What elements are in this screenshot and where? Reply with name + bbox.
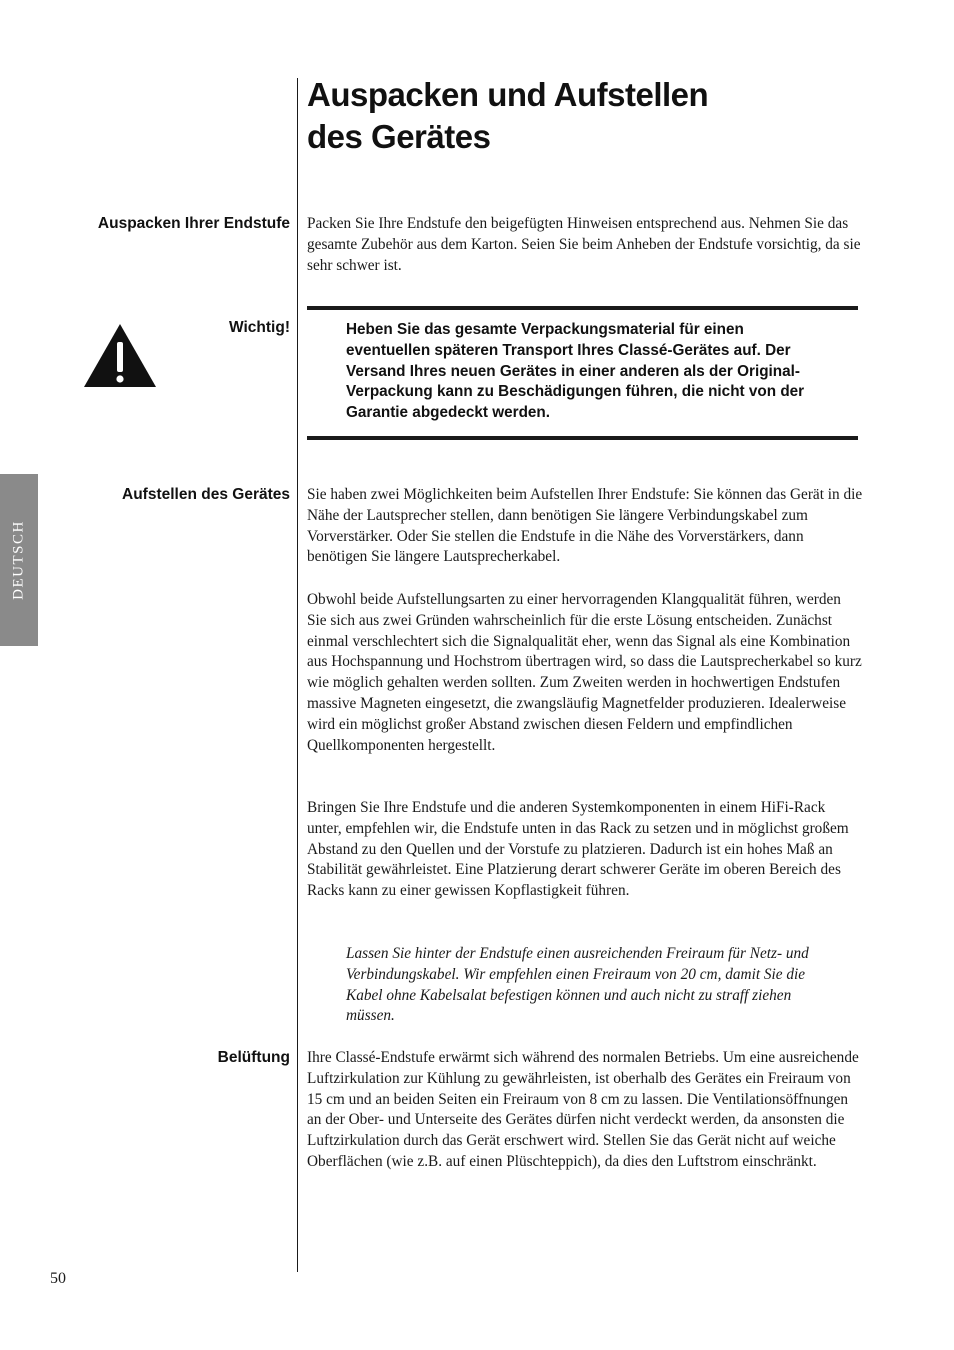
heading-important: Wichtig! <box>229 319 290 336</box>
page-number: 50 <box>50 1270 66 1287</box>
heading-ventilation: Belüftung <box>217 1049 290 1066</box>
warning-triangle-icon <box>82 322 158 389</box>
unpack-text: Packen Sie Ihre Endstufe den beigefügten Hinweisen entsprechend aus. Nehmen Sie das gesamte Zubehör aus dem Karton. Seien Sie beim Anheben der Endstufe vorsichtig, da sie sehr schwer ist. <box>307 215 861 274</box>
setup-paragraph-1: Sie haben zwei Möglichkeiten beim Aufstellen Ihrer Endstufe: Sie können das Gerät in die Nähe der Lautsprecher stellen, dann benötigen Sie längere Verbindungskabel zum Vorverstärker. Oder Sie stellen die Endstufe in die Nähe des Vorverstärkers, dann benötigen Sie längere Lautsprecherkabel. <box>307 486 863 566</box>
important-text: Heben Sie das gesamte Verpackungsmaterial für einen eventuellen späteren Transport Ihres Classé-Gerätes auf. Der Versand Ihres neuen Gerätes in einer anderen als der Original-Verpackung kann zu Beschädigungen führen, die nicht von der Garantie abgedeckt werden. <box>346 321 805 422</box>
setup-paragraph-3: Bringen Sie Ihre Endstufe und die anderen Systemkomponenten in einem HiFi-Rack unter, empfehlen wir, die Endstufe unten in das Rack zu setzen und in möglichst großem Abstand zu den Quellen und der Vorstufe zu platzieren. Dadurch ist ein hohes Maß an Stabilität gewährleistet. Eine Platzierung derart schwerer Geräte im oberen Bereich des Racks kann zu einer gewissen Kopflastigkeit führen. <box>307 799 849 900</box>
heading-unpack: Auspacken Ihrer Endstufe <box>97 215 290 232</box>
title-line-1: Auspacken und Aufstellen <box>307 76 709 113</box>
heading-setup: Aufstellen des Gerätes <box>122 486 290 503</box>
language-tab <box>0 474 38 646</box>
setup-note: Lassen Sie hinter der Endstufe einen ausreichenden Freiraum für Netz- und Verbindungskabel. Wir empfehlen einen Freiraum von 20 cm, damit Sie die Kabel ohne Kabelsalat befestigen können und auch nicht zu straff ziehen müssen. <box>346 945 809 1025</box>
setup-paragraph-2: Obwohl beide Aufstellungsarten zu einer hervorragenden Klangqualität führen, werden Sie sich aus zwei Gründen wahrscheinlich für die erste Lösung entscheiden. Zunächst einmal verschlechtert sich die Signalqualität eher, wenn das Signal als eine Kombination aus Hochspannung und Hochstrom übertragen wird, so dass die Lautsprecherkabel so kurz wie möglich gehalten werden sollten. Zum Zweiten werden in hochwertigen Endstufen massive Magneten eingesetzt, die zwangsläufig Magnetfelder produzieren. Idealerweise wird ein möglichst großer Abstand zwischen diesen Feldern und empfindlichen Quellkomponenten hergestellt. <box>307 591 862 754</box>
ventilation-text: Ihre Classé-Endstufe erwärmt sich während des normalen Betriebs. Um eine ausreichende Luftzirkulation zur Kühlung zu gewährleisten, ist oberhalb des Gerätes ein Freiraum von 15 cm und an beiden Seiten ein Freiraum von 8 cm zu lassen. Die Ventilationsöffnungen an der Ober- und Unterseite des Gerätes dürfen nicht verdeckt werden, da ansonsten die Luftzirkulation durch das Gerät erschwert wird. Stellen Sie das Gerät nicht auf weiche Oberflächen (wie z.B. auf einen Plüschteppich), da dies den Luftstrom einschränkt. <box>307 1049 859 1170</box>
important-notice-box <box>307 306 858 440</box>
title-line-2: des Gerätes <box>307 118 491 155</box>
page-title <box>307 74 708 158</box>
language-tab-label: DEUTSCH <box>10 520 27 600</box>
column-divider <box>297 78 298 1272</box>
